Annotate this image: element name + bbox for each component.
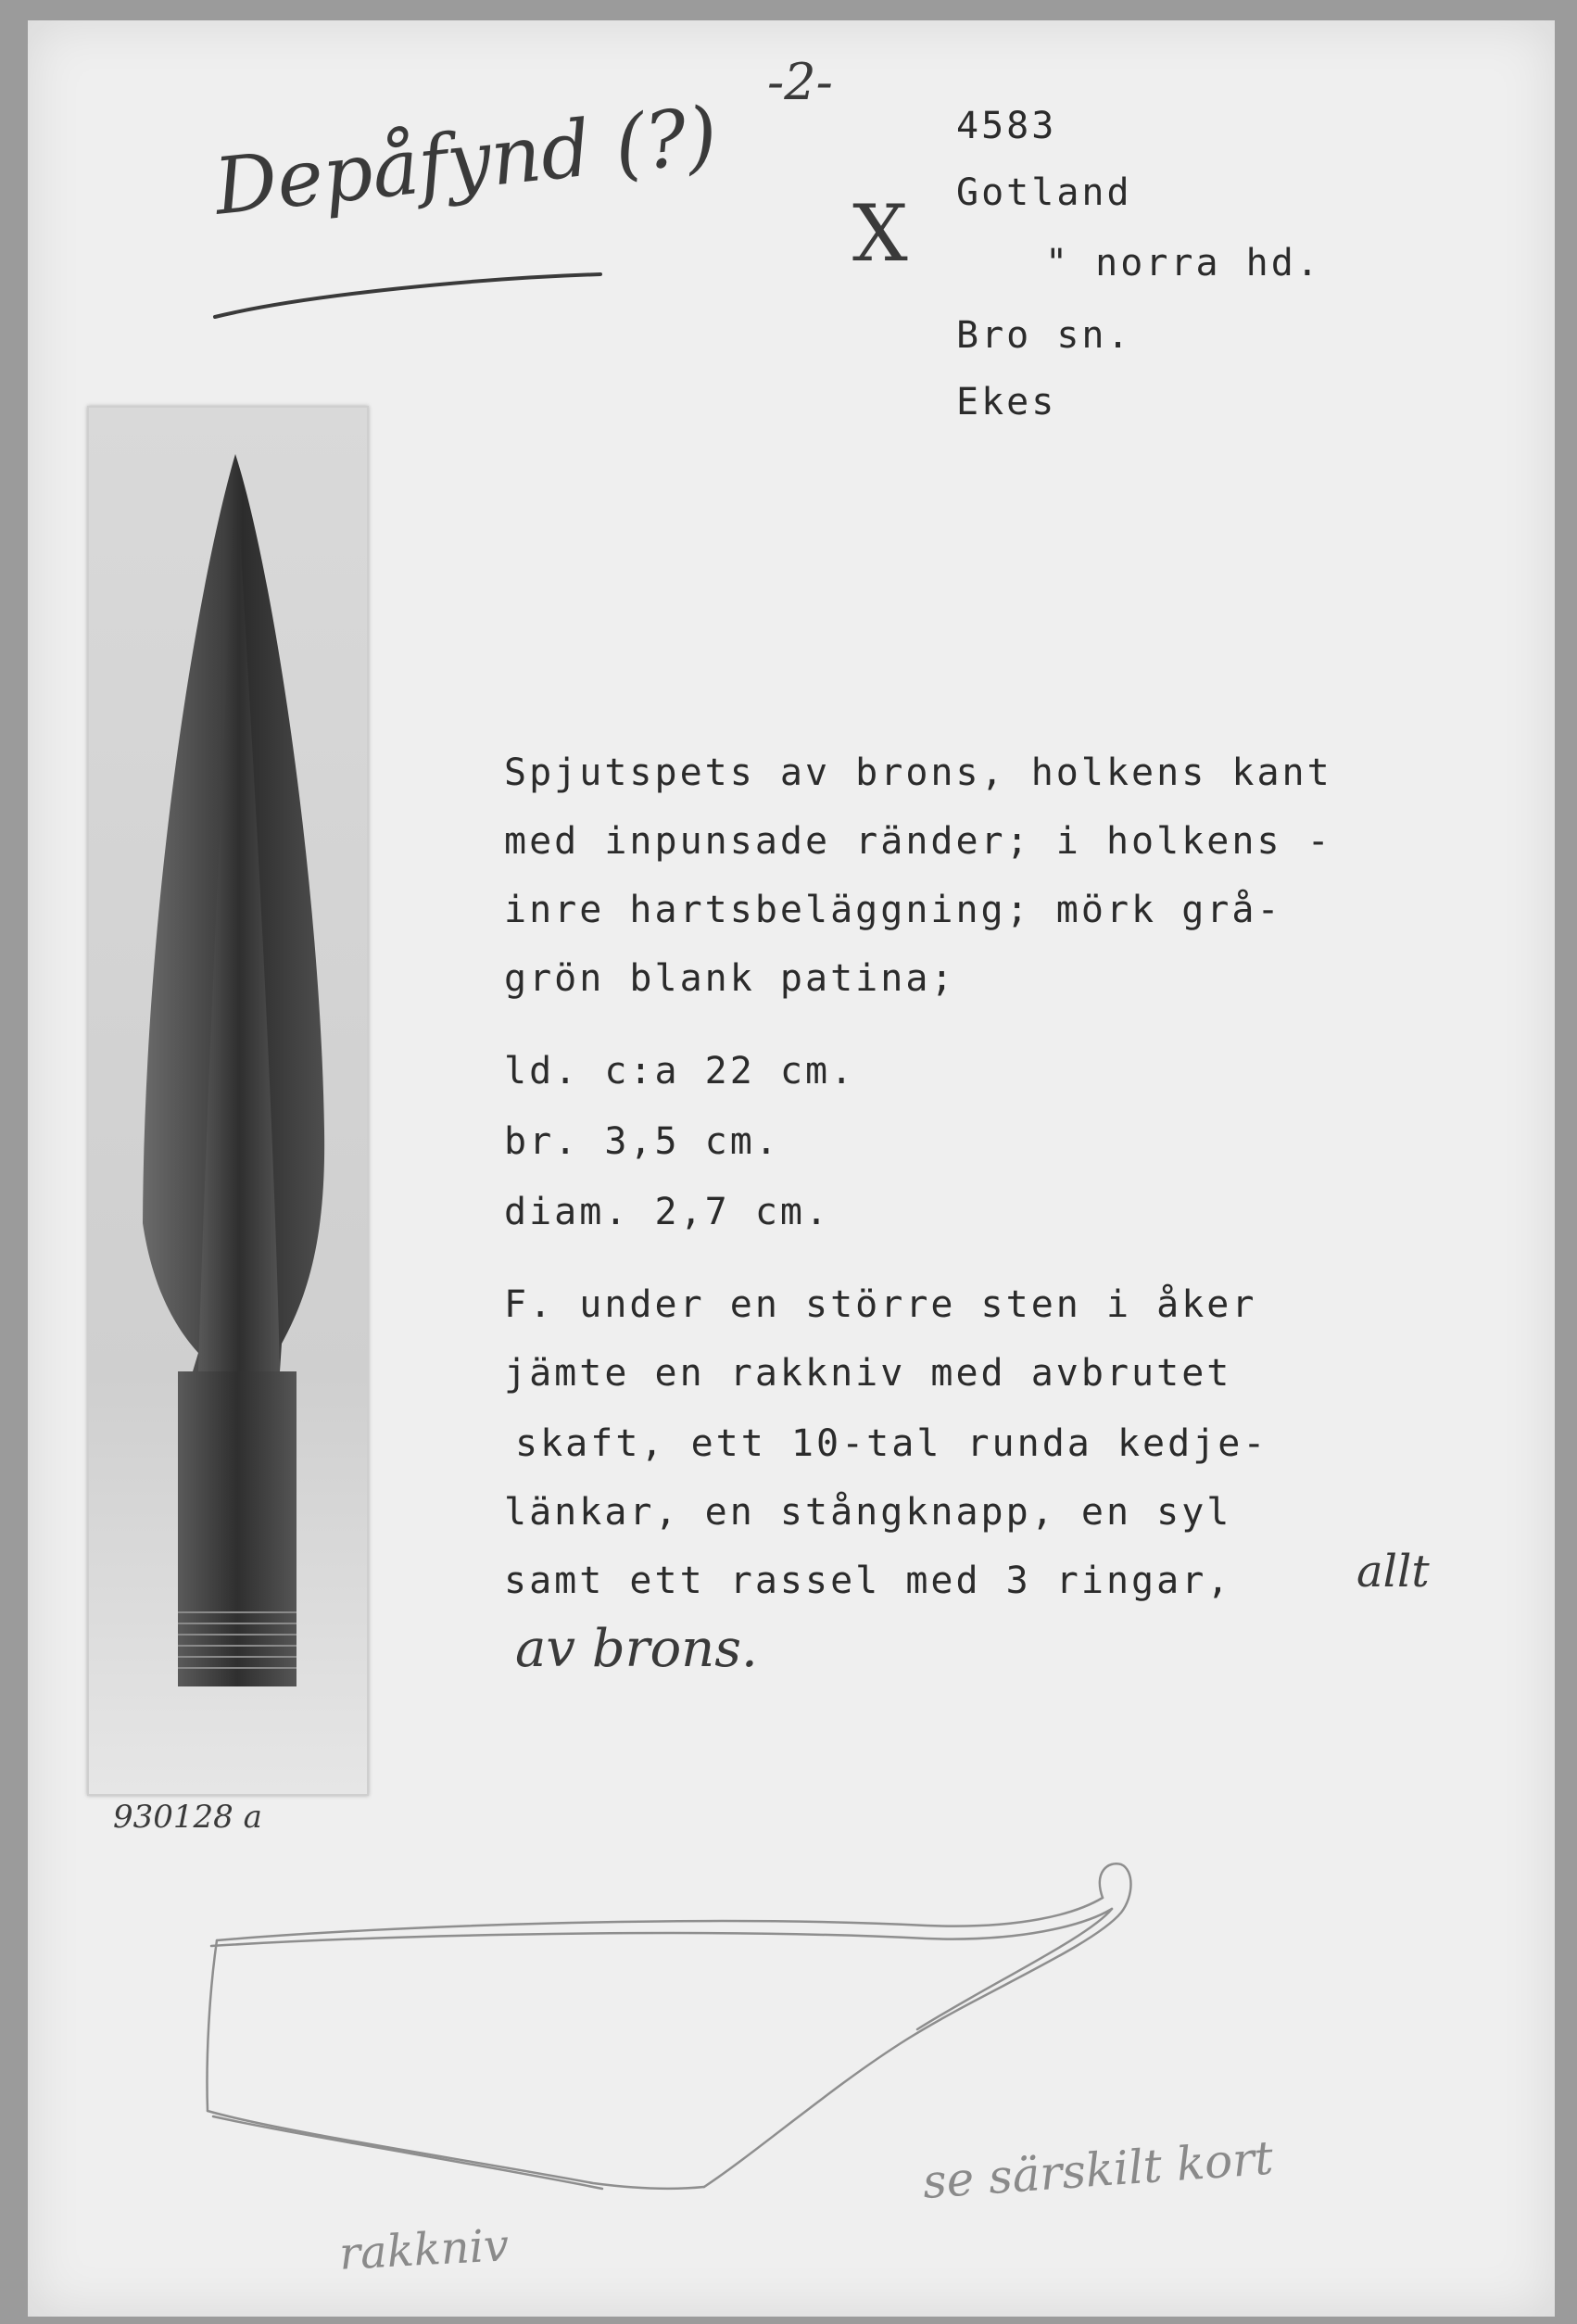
- measurement-width: br. 3,5 cm.: [504, 1120, 780, 1163]
- sketch-label: rakkniv: [337, 2219, 511, 2280]
- description-line-1: Spjutspets av brons, holkens kant: [504, 752, 1332, 794]
- measurement-diameter: diam. 2,7 cm.: [504, 1191, 831, 1233]
- spearhead-photo: [87, 406, 369, 1796]
- photo-caption: 930128 a: [113, 1799, 262, 1836]
- cross-mark: X: [852, 188, 908, 279]
- location-line-2: " norra hd.: [1045, 242, 1321, 284]
- handwritten-addition-1: allt: [1356, 1546, 1430, 1598]
- location-line-4: Ekes: [956, 381, 1057, 423]
- find-line-4: länkar, en stångknapp, en syl: [504, 1491, 1232, 1534]
- catalog-number: 4583: [956, 105, 1057, 147]
- sketch-note: se särskilt kort: [920, 2130, 1275, 2209]
- description-line-3: inre hartsbeläggning; mörk grå-: [504, 889, 1282, 931]
- handwritten-title: Depåfynd (?): [209, 89, 722, 233]
- page-mark: -2-: [767, 53, 833, 111]
- description-line-4: grön blank patina;: [504, 957, 956, 1000]
- find-line-5: samt ett rassel med 3 ringar,: [504, 1560, 1232, 1602]
- find-line-1: F. under en större sten i åker: [504, 1283, 1257, 1326]
- description-line-2: med inpunsade ränder; i holkens -: [504, 820, 1332, 863]
- location-line-3: Bro sn.: [956, 314, 1132, 357]
- find-line-2: jämte en rakkniv med avbrutet: [504, 1352, 1232, 1395]
- find-line-3: skaft, ett 10-tal runda kedje-: [515, 1422, 1268, 1465]
- measurement-length: ld. c:a 22 cm.: [504, 1050, 856, 1093]
- location-line-1: Gotland: [956, 171, 1132, 214]
- handwritten-addition-2: av brons.: [515, 1619, 758, 1679]
